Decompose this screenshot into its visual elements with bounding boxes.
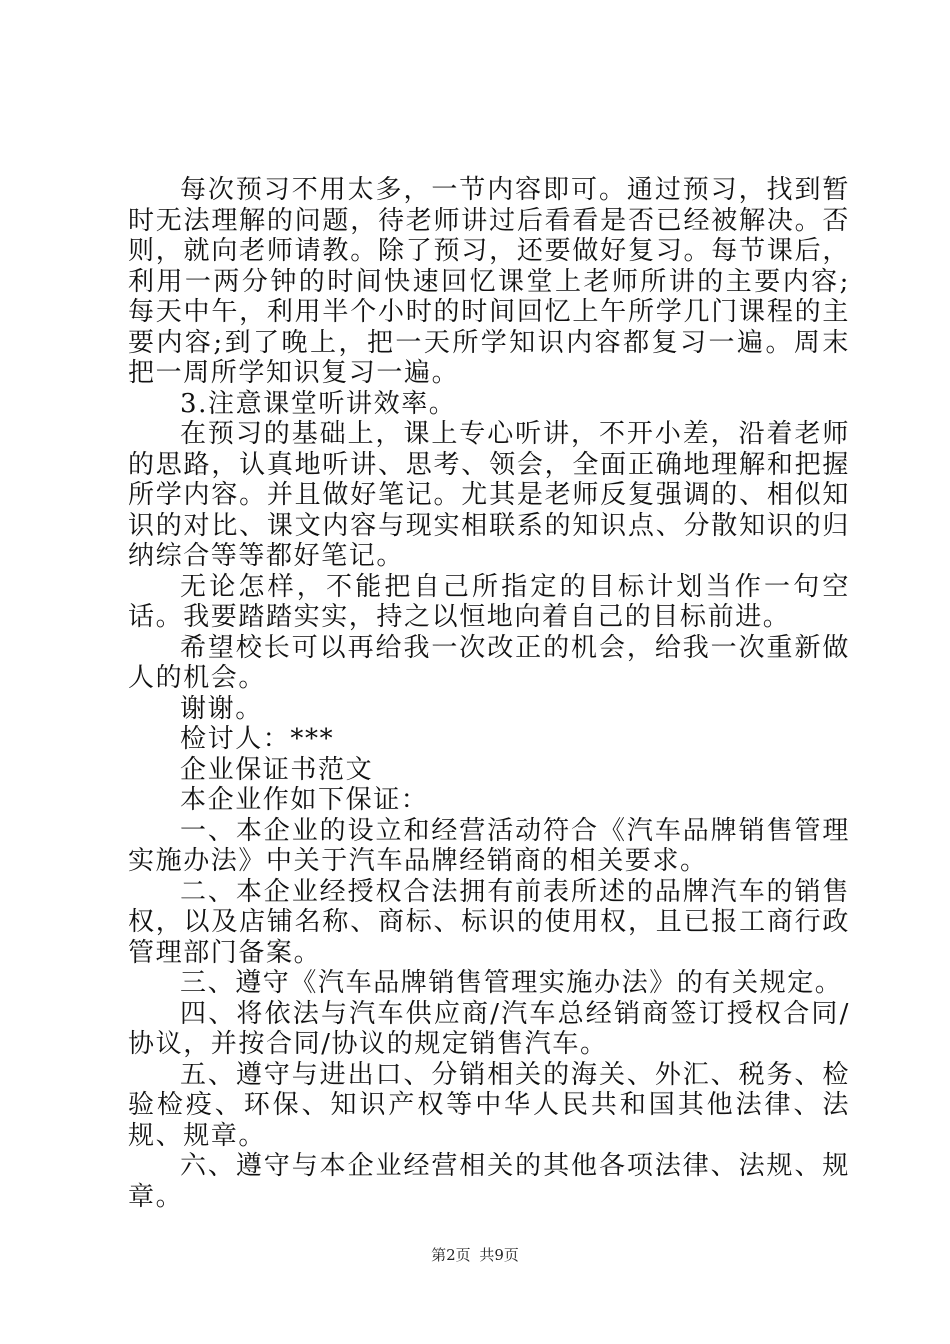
paragraph-item-6: 六、遵守与本企业经营相关的其他各项法律、法规、规章。 (128, 1151, 850, 1212)
paragraph-item-1: 一、本企业的设立和经营活动符合《汽车品牌销售管理实施办法》中关于汽车品牌经销商的相关要求。 (128, 815, 850, 876)
paragraph-thanks: 谢谢。 (180, 693, 263, 724)
page-total: 共9页 (479, 1246, 519, 1264)
document-body (128, 175, 850, 1212)
paragraph-review-tips: 每次预习不用太多，一节内容即可。通过预习，找到暂时无法理解的问题，待老师讲过后看看是否已经被解决。否则，就向老师请教。除了预习，还要做好复习。每节课后，利用一两分钟的时间快速回忆课堂上老师所讲的主要内容;每天中午，利用半个小时的时间回忆上午所学几门课程的主要内容;到了晚上，把一天所学知识内容都复习一遍。周末把一周所学知识复习一遍。 (128, 175, 850, 388)
paragraph-class-attention: 在预习的基础上，课上专心听讲，不开小差，沿着老师的思路，认真地听讲、思考、领会，全面正确地理解和把握所学内容。并且做好笔记。尤其是老师反复强调的、相似知识的对比、课文内容与现实相联系的知识点、分散知识的归纳综合等等都好笔记。 (128, 419, 850, 571)
paragraph-goal: 无论怎样，不能把自己所指定的目标计划当作一句空话。我要踏踏实实，持之以恒地向着自己的目标前进。 (128, 571, 850, 632)
paragraph-heading-3: 3.注意课堂听讲效率。 (180, 388, 457, 419)
page-footer (0, 1244, 950, 1265)
paragraph-hope: 希望校长可以再给我一次改正的机会，给我一次重新做人的机会。 (128, 632, 850, 693)
paragraph-section-title: 企业保证书范文 (180, 754, 374, 785)
page-number: 第2页 (431, 1246, 471, 1264)
paragraph-intro: 本企业作如下保证： (180, 785, 429, 815)
paragraph-item-5: 五、遵守与进出口、分销相关的海关、外汇、税务、检验检疫、环保、知识产权等中华人民共和国其他法律、法规、规章。 (128, 1059, 850, 1151)
paragraph-item-3: 三、遵守《汽车品牌销售管理实施办法》的有关规定。 (180, 968, 843, 998)
paragraph-item-4: 四、将依法与汽车供应商/汽车总经销商签订授权合同/协议，并按合同/协议的规定销售汽车。 (128, 998, 850, 1059)
paragraph-item-2: 二、本企业经授权合法拥有前表所述的品牌汽车的销售权，以及店铺名称、商标、标识的使用权，且已报工商行政管理部门备案。 (128, 876, 850, 968)
paragraph-signature: 检讨人：*** (180, 724, 335, 754)
